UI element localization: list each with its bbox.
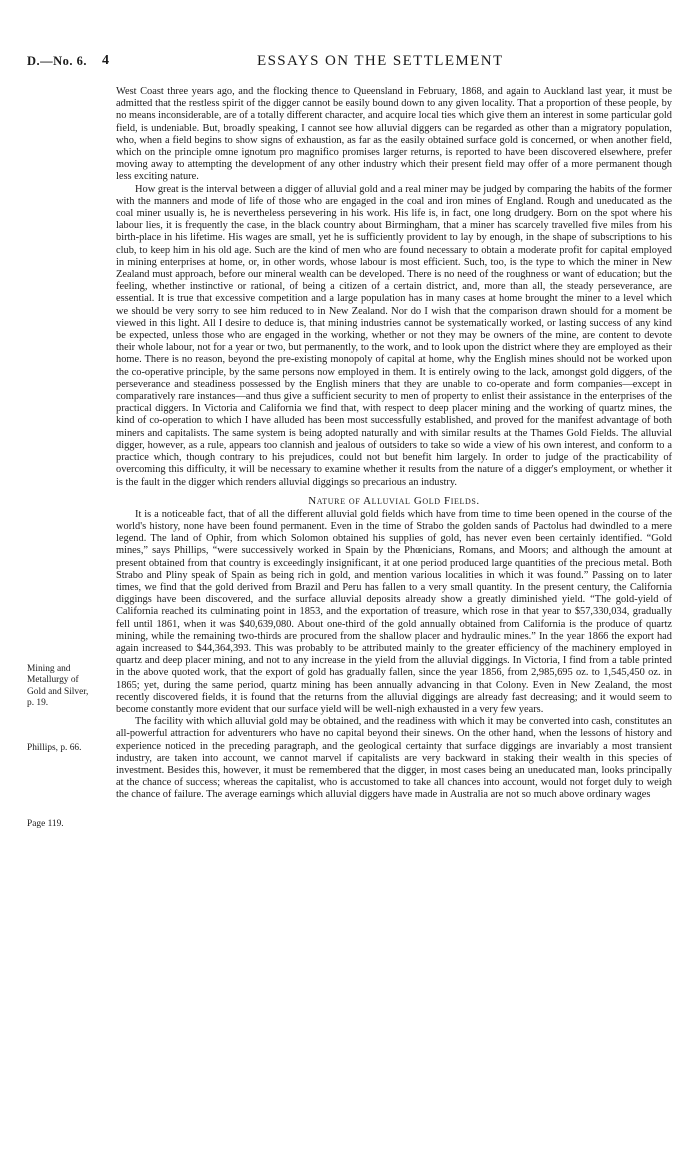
- paragraph: West Coast three years ago, and the flocking thence to Queensland in February, 1868, and again to Auckland last year, it must be admitted that the restless spirit of the digger cannot be easily bound down to any given locality. That a proportion of these people, by no means inconsiderable, are of a totally different character, and acquire local ties which give them an interest in some particular gold field, is undeniable. But, broadly speaking, I cannot see how alluvial diggers can be regarded as other than a migratory population, who, when a field begins to show signs of exhaustion, as far as the easily obtained surface gold is concerned, or when another field, which on the principle omne ignotum pro magnifico promises larger returns, is reported to have been discovered elsewhere, prefer moving away to attempting the development of any other industry which their present field may offer of a more permanent though less exciting nature.: [116, 86, 672, 183]
- page-number: 4: [102, 53, 109, 68]
- paragraph: How great is the interval between a digger of alluvial gold and a real miner may be judged by comparing the habits of the former with the manners and mode of life of those who are engaged in the coal and iron mines of England. Rough and uneducated as the coal miner usually is, he is nevertheless persevering in his work. His life is, in fact, one long drudgery. Born on the spot where his labour lies, it is frequently the case, in the black country about Birmingham, that a miner has scarcely travelled five miles from his birth-place in his lifetime. His wages are small, yet he is sufficiently provident to lay by enough, in the shape of subscriptions to his club, to keep him in his old age. Such are the kind of men who are found necessary to obtain a moderate profit for capital employed in mining enterprises at home, or, in other words, whose labour is most efficient. Such, too, is the type to which the miner in New Zealand must approach, before our mineral wealth can be developed. There is no need of the roughness or want of education; but the feeling, whether instinctive or rational, of being a citizen of a certain district, and, more than all, the steady perseverance, are essential. It is true that excessive competition and a large population has in many cases at home brought the miner to a level which we should be very sorry to see him reduced to in New Zealand. Nor do I wish that the comparison drawn should for a moment be viewed in this light. All I desire to deduce is, that mining industries cannot be systematically worked, or lasting success of any kind be expected, unless those who are engaged in the working, whether or not they may be owners of the mine, are content to devote their whole labour, not for a year or two, but permanently, to the work, and to look upon the district where they are employed as their home. There is no reason, beyond the pre-existing monopoly of capital at home, why the English mines should not be worked upon the co-operative principle, by the same persons now employed in them. It is entirely owing to the lack, amongst gold diggers, of the perseverance and steadiness possessed by the English miners that they are unable to co-operate and form companies—except in comparatively rare instances—and thus give a sufficient security to men of property to enlist their assistance in the enterprises of the practical diggers. In Victoria and California we find that, with respect to deep placer mining and the working of quartz mines, the kind of co-operation to which I have alluded has been most successfully established, and proved for the manifest advantage of both miners and capitalists. The same system is being adopted naturally and with similar results at the Thames Gold Fields. The alluvial digger, however, as a rule, appears too clannish and jealous of outsiders to take so wide a view of his own interest, and conform to a practice which, though contrary to his prejudices, could not but benefit him largely. In order to judge of the practicability of overcoming this difficulty, it will be necessary to examine whether it results from the nature of a digger's employment, or whether it is the fault in the digger which renders alluvial diggings so precarious an industry.: [116, 183, 672, 488]
- running-title: ESSAYS ON THE SETTLEMENT: [257, 53, 504, 69]
- section-heading: Nature of Alluvial Gold Fields.: [308, 494, 480, 507]
- margin-note-line: Metallurgy of: [27, 675, 79, 686]
- margin-note-line: Mining and: [27, 664, 71, 674]
- margin-note-line: Gold and Silver,: [27, 686, 89, 697]
- page-header: [0, 50, 700, 70]
- body-text: [116, 86, 672, 802]
- paragraph: The facility with which alluvial gold may be obtained, and the readiness with which it may be converted into cash, constitutes an all-powerful attraction for adventurers who have no capital beyond their sinews. On the other hand, when the lessons of history and experience noticed in the preceding paragraph, and the geological certainty that surface diggings are invariably a most transient industry, are taken into account, we cannot marvel if capitalists are very backward in staking their wealth in this species of investment. Besides this, however, it must be remembered that the digger, in most cases being an uneducated man, looks principally at the chance of success; whereas the capitalist, who is accustomed to take all chances into account, would not forget duly to weigh the chance of failure. The average earnings which alluvial diggers have made in Australia are not so much above ordinary wages: [116, 716, 672, 801]
- margin-note-mining-metallurgy: [27, 664, 88, 710]
- document-number: D.—No. 6.: [27, 54, 88, 68]
- paragraph: It is a noticeable fact, that of all the different alluvial gold fields which have from time to time been opened in the course of the world's history, none have been found permanent. Even in the time of Strabo the golden sands of Pactolus had dwindled to a mere legend. The land of Ophir, from which Solomon obtained his supplies of gold, has never even been certainly identified. “Gold mines,” says Phillips, “were successively worked in Spain by the Phœnicians, Romans, and Moors; and although the amount at present obtained from that country is exceedingly insignificant, it at one period produced large quantities of the precious metal. Both Strabo and Pliny speak of Spain as being rich in gold, and mention various localities in which it was found.” Passing on to later times, we find that the gold derived from Brazil and Peru has fallen to a very small quantity. In the present century, the California diggings have been discovered, and the surface alluvial deposits already show a greatly diminished yield. “The gold-yield of California reached its culminating point in 1853, and the exportation of treasure, which rose in that year to $57,330,034, gradually fell until 1861, when it was $40,639,080. About one-third of the gold annually obtained from California is the produce of quartz mining, while the remaining two-thirds are procured from the shallow placer and hydraulic mines.” In the year 1866 the export had again increased to $44,364,393. This was probably to be attributed mainly to the greater efficiency of the machinery employed in quartz and deep placer mining, and not to any increase in the yield from the alluvial diggings. In Victoria, I find from a table printed in the above quoted work, that the export of gold has gradually fallen, since the year 1856, from 2,985,695 oz. to 1,545,450 oz. in 1865; yet, during the same period, quartz mining has been annually advancing in that Colony. Even in New Zealand, the most recently discovered fields, it is found that the returns from the alluvial diggings are already fast decreasing; and it would seem to become constantly more evident that our surface yield will be well-nigh exhausted in a very few years.: [116, 508, 672, 715]
- margin-note-page: Page 119.: [27, 819, 64, 829]
- margin-note-phillips: Phillips, p. 66.: [27, 743, 82, 753]
- margin-note-line: p. 19.: [27, 698, 49, 709]
